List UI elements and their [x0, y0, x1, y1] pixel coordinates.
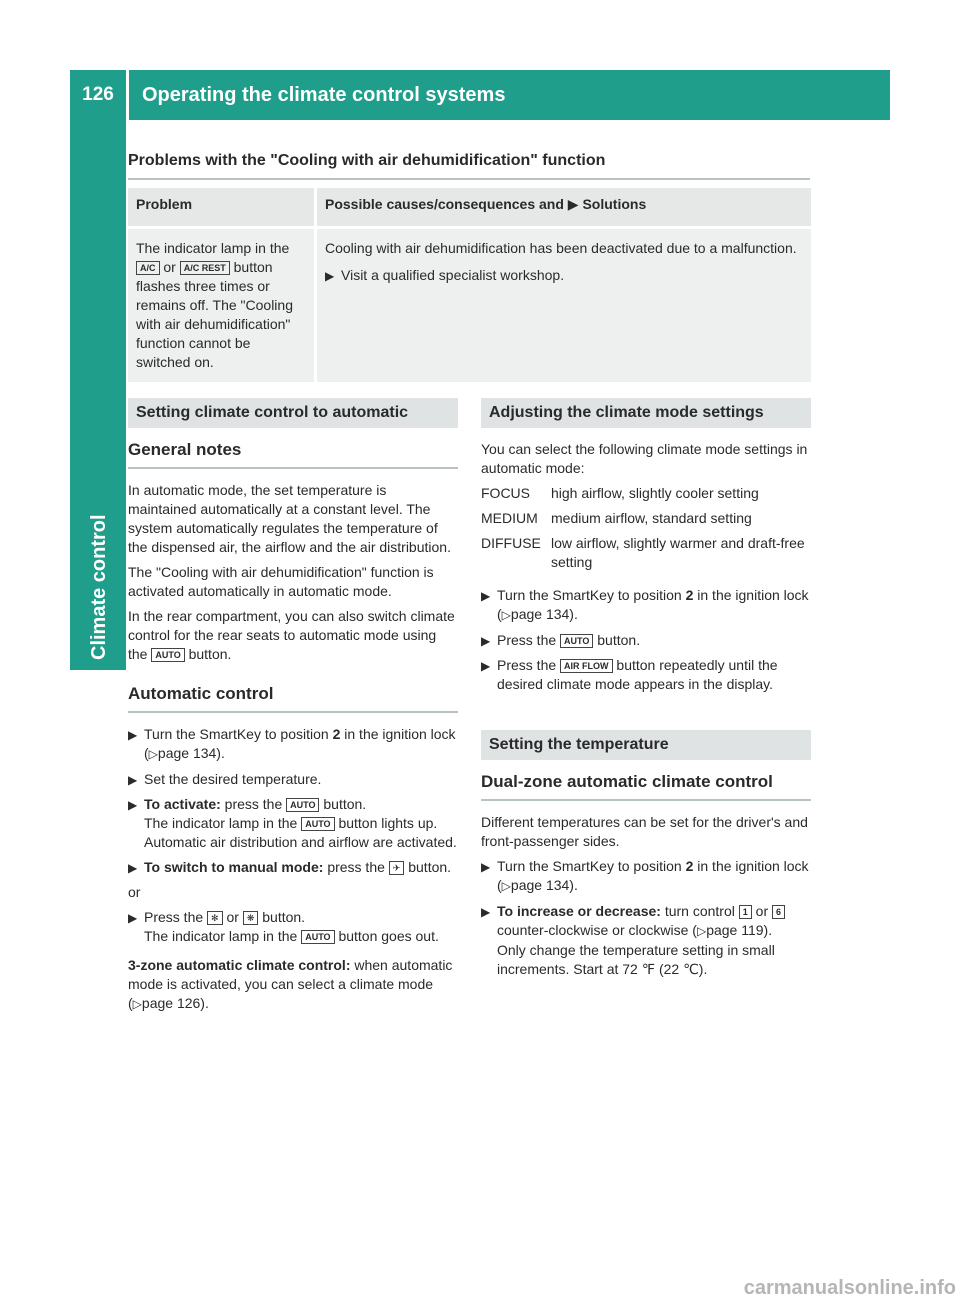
- page-ref-icon: ▷: [148, 747, 158, 761]
- step-arrow-icon: ▶: [128, 728, 138, 742]
- list-item: ▶ Press the AIR FLOW button repeatedly until the desired climate mode appears in the display.: [481, 657, 778, 692]
- auto-key-icon: AUTO: [151, 648, 184, 662]
- solution-cell: [314, 226, 811, 382]
- paragraph: You can select the following climate mode settings in automatic mode:: [481, 441, 808, 476]
- step-arrow-icon: ▶: [128, 773, 138, 787]
- subheading-general-notes: General notes: [128, 440, 458, 469]
- control-1-icon: 1: [739, 905, 752, 919]
- subheading-dual-zone: Dual-zone automatic climate control: [481, 772, 811, 801]
- step-arrow-icon: ▶: [481, 905, 491, 919]
- paragraph: Different temperatures can be set for the driver's and front-passenger sides.: [481, 814, 808, 849]
- fan-high-key-icon: ❋: [243, 911, 259, 925]
- table-row: DIFFUSE low airflow, slightly warmer and draft-free setting: [481, 535, 805, 570]
- auto-key-icon: AUTO: [301, 930, 334, 944]
- right-column: [481, 398, 811, 985]
- table-row: MEDIUM medium airflow, standard setting: [481, 510, 752, 526]
- section-heading: Setting climate control to automatic: [128, 398, 458, 428]
- problem-cell: The indicator lamp in the A/C or A/C REST button flashes three times or remains off. The "Cooling with air dehumidification" function cannot be switched on.: [128, 226, 314, 382]
- section-heading: Setting the temperature: [481, 730, 811, 760]
- page-header: [70, 70, 890, 120]
- paragraph: The "Cooling with air dehumidification" function is activated automatically in automatic mode.: [128, 564, 434, 599]
- step-arrow-icon: ▶: [325, 269, 335, 283]
- control-6-icon: 6: [772, 905, 785, 919]
- list-item: ▶ Turn the SmartKey to position 2 in the ignition lock (▷page 134).: [128, 726, 456, 761]
- header-separator: [126, 70, 129, 120]
- step-arrow-icon: ▶: [128, 861, 138, 875]
- auto-key-icon: AUTO: [301, 817, 334, 831]
- problem-table: [128, 188, 811, 382]
- col-header-solutions: Possible causes/consequences and ▶ Solutions: [314, 188, 811, 226]
- step-arrow-icon: ▶: [128, 798, 138, 812]
- or-text: or: [128, 884, 141, 900]
- list-item: ▶ Turn the SmartKey to position 2 in the ignition lock (▷page 134).: [481, 587, 809, 622]
- paragraph: In automatic mode, the set temperature is maintained automatically at a constant level. The system automatically regulates the temperature of the dispensed air, the airflow and the air distribution.: [128, 482, 451, 555]
- list-item: ▶ To switch to manual mode: press the ✈ button.: [128, 858, 458, 877]
- chapter-label: Climate control: [88, 514, 110, 660]
- step-arrow-icon: ▶: [481, 659, 491, 673]
- page-number: 126: [82, 84, 114, 105]
- header-title: Operating the climate control systems: [142, 84, 506, 106]
- step-arrow-icon: ▶: [481, 634, 491, 648]
- list-item: ▶ Press the ✻ or ❋ button. The indicator lamp in the AUTO button goes out.: [128, 909, 439, 944]
- table-row: FOCUS high airflow, slightly cooler setting: [481, 485, 759, 501]
- step-arrow-icon: ▶: [481, 860, 491, 874]
- paragraph: 3-zone automatic climate control: when automatic mode is activated, you can select a climate mode (▷page 126).: [128, 957, 453, 1011]
- solution-text: Visit a qualified specialist workshop.: [341, 267, 565, 283]
- page-ref-icon: ▷: [132, 997, 142, 1011]
- cause-text: Cooling with air dehumidification has been deactivated due to a malfunction.: [325, 240, 797, 256]
- chapter-sidebar: [70, 120, 126, 670]
- page-ref-icon: ▷: [696, 924, 707, 938]
- list-item: ▶ To activate: press the AUTO button. The indicator lamp in the AUTO button lights up. Automatic air distribution and airflow are activated.: [128, 796, 457, 850]
- manual-distribution-key-icon: ✈: [389, 861, 405, 875]
- subheading-automatic-control: Automatic control: [128, 684, 458, 713]
- paragraph: In the rear compartment, you can also switch climate control for the rear seats to automatic mode using the AUTO button.: [128, 608, 455, 662]
- list-item: ▶ Press the AUTO button.: [481, 631, 811, 650]
- col-header-problem: Problem: [128, 188, 314, 226]
- arrow-icon: ▶: [567, 196, 579, 212]
- left-column: [128, 398, 458, 1020]
- climate-mode-table: [481, 484, 811, 578]
- page-ref-icon: ▷: [501, 608, 511, 622]
- fan-low-key-icon: ✻: [207, 911, 223, 925]
- list-item: ▶ Turn the SmartKey to position 2 in the ignition lock (▷page 134).: [481, 858, 809, 893]
- list-item: ▶ To increase or decrease: turn control 1 or 6 counter-clockwise or clockwise (▷page 119). Only change the temperature setting in small increments. Start at 72 ℉ (22 ℃).: [481, 902, 811, 979]
- page-ref-icon: ▷: [501, 879, 511, 893]
- table-title: Problems with the "Cooling with air dehumidification" function: [128, 152, 606, 169]
- step-arrow-icon: ▶: [128, 911, 138, 925]
- section-heading: Adjusting the climate mode settings: [481, 398, 811, 428]
- ac-key-icon: A/C: [136, 261, 160, 275]
- auto-key-icon: AUTO: [286, 798, 319, 812]
- ac-rest-key-icon: A/C REST: [180, 261, 230, 275]
- watermark: carmanualsonline.info: [743, 1277, 956, 1299]
- auto-key-icon: AUTO: [560, 634, 593, 648]
- title-rule: [128, 178, 810, 180]
- step-arrow-icon: ▶: [481, 589, 491, 603]
- list-item: ▶ Set the desired temperature.: [128, 770, 458, 789]
- airflow-key-icon: AIR FLOW: [560, 659, 613, 673]
